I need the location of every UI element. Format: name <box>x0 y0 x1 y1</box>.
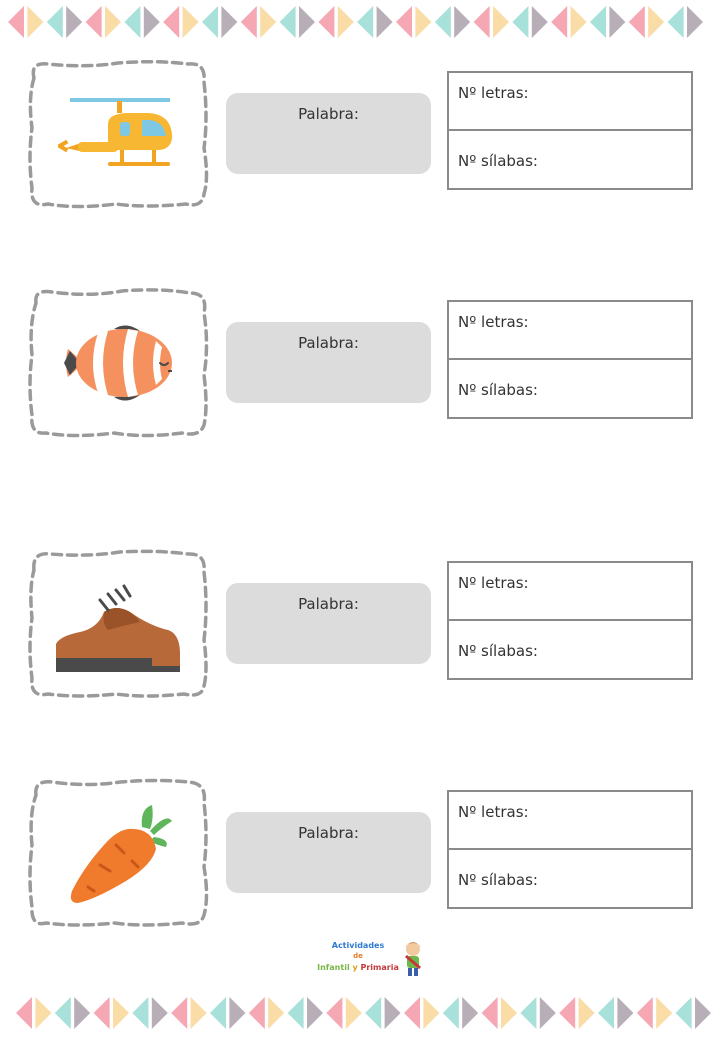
bunting-pennant <box>637 997 653 1029</box>
bunting-pennant <box>105 6 121 38</box>
bunting-pennant <box>559 997 575 1029</box>
bunting-pennant <box>462 997 478 1029</box>
bunting-pennant <box>229 997 245 1029</box>
bunting-pennant <box>629 6 645 38</box>
bunting-pennant <box>695 997 711 1029</box>
syllables-label: Nº sílabas: <box>458 871 538 889</box>
carrot-icon <box>56 803 182 903</box>
exercise-row-3 <box>0 548 720 708</box>
bunting-pennant <box>307 997 323 1029</box>
bunting-pennant <box>676 997 692 1029</box>
exercise-row-2 <box>0 287 720 447</box>
letters-label: Nº letras: <box>458 803 529 821</box>
bunting-pennant <box>35 997 51 1029</box>
exercise-row-1 <box>0 58 720 218</box>
bunting-pennant <box>221 6 237 38</box>
count-table <box>447 300 693 419</box>
bunting-pennant <box>435 6 451 38</box>
fish-icon <box>56 313 182 413</box>
picture-frame <box>26 548 210 700</box>
bunting-pennant <box>648 6 664 38</box>
bunting-pennant <box>55 997 71 1029</box>
word-label: Palabra: <box>298 334 359 352</box>
count-table <box>447 790 693 909</box>
bunting-pennant <box>579 997 595 1029</box>
bunting-pennant <box>346 997 362 1029</box>
bunting-pennant <box>171 997 187 1029</box>
shoe-icon <box>56 574 182 674</box>
bunting-pennant <box>540 997 556 1029</box>
bunting-pennant <box>288 997 304 1029</box>
bunting-pennant <box>280 6 296 38</box>
syllables-count-cell[interactable] <box>449 850 691 907</box>
bunting-pennant <box>598 997 614 1029</box>
bunting-pennant <box>47 6 63 38</box>
bunting-pennant <box>326 997 342 1029</box>
logo-line-1: Actividades <box>331 941 385 950</box>
word-answer-box[interactable] <box>226 583 431 664</box>
bunting-pennant <box>113 997 129 1029</box>
bunting-pennant <box>512 6 528 38</box>
bunting-pennant <box>501 997 517 1029</box>
bunting-pennant <box>454 6 470 38</box>
bunting-pennant <box>183 6 199 38</box>
word-answer-box[interactable] <box>226 812 431 893</box>
picture-frame <box>26 777 210 929</box>
syllables-label: Nº sílabas: <box>458 381 538 399</box>
helicopter-icon <box>56 84 182 184</box>
bunting-pennant <box>404 997 420 1029</box>
letters-label: Nº letras: <box>458 574 529 592</box>
count-table <box>447 561 693 680</box>
syllables-count-cell[interactable] <box>449 360 691 417</box>
bunting-pennant <box>617 997 633 1029</box>
bunting-pennant <box>385 997 401 1029</box>
bunting-pennant <box>443 997 459 1029</box>
logo-word-primaria: Primaria <box>360 963 399 972</box>
bunting-pennant <box>590 6 606 38</box>
logo-line-3 <box>312 962 404 973</box>
bunting-pennant <box>668 6 684 38</box>
bunting-pennant <box>241 6 257 38</box>
logo-line-2: de <box>353 952 363 960</box>
bunting-pennant <box>202 6 218 38</box>
bunting-pennant <box>299 6 315 38</box>
kid-mascot-icon <box>400 940 426 978</box>
word-answer-box[interactable] <box>226 322 431 403</box>
picture-frame <box>26 287 210 439</box>
logo-word-infantil: Infantil <box>317 963 350 972</box>
word-label: Palabra: <box>298 595 359 613</box>
logo-text <box>312 940 404 973</box>
syllables-count-cell[interactable] <box>449 131 691 188</box>
letters-label: Nº letras: <box>458 84 529 102</box>
letters-count-cell[interactable] <box>449 73 691 131</box>
bunting-top <box>0 2 720 42</box>
bunting-pennant <box>571 6 587 38</box>
bunting-pennant <box>16 997 32 1029</box>
bunting-pennant <box>415 6 431 38</box>
bunting-pennant <box>365 997 381 1029</box>
bunting-pennant <box>260 6 276 38</box>
picture-frame <box>26 58 210 210</box>
word-label: Palabra: <box>298 824 359 842</box>
bunting-pennant <box>396 6 412 38</box>
bunting-pennant <box>609 6 625 38</box>
bunting-pennant <box>357 6 373 38</box>
bunting-pennant <box>152 997 168 1029</box>
letters-count-cell[interactable] <box>449 563 691 621</box>
syllables-label: Nº sílabas: <box>458 152 538 170</box>
letters-count-cell[interactable] <box>449 302 691 360</box>
bunting-pennant <box>124 6 140 38</box>
bunting-pennant <box>268 997 284 1029</box>
bunting-pennant <box>474 6 490 38</box>
logo-word-y: y <box>352 963 358 972</box>
bunting-pennant <box>132 997 148 1029</box>
bunting-pennant <box>656 997 672 1029</box>
bunting-pennant <box>249 997 265 1029</box>
bunting-pennant <box>74 997 90 1029</box>
bunting-pennant <box>532 6 548 38</box>
bunting-pennant <box>318 6 334 38</box>
bunting-pennant <box>210 997 226 1029</box>
letters-count-cell[interactable] <box>449 792 691 850</box>
bunting-pennant <box>8 6 24 38</box>
bunting-pennant <box>86 6 102 38</box>
exercise-row-4 <box>0 777 720 937</box>
site-logo[interactable] <box>312 940 428 980</box>
count-table <box>447 71 693 190</box>
bunting-pennant <box>191 997 207 1029</box>
bunting-pennant <box>423 997 439 1029</box>
bunting-pennant <box>163 6 179 38</box>
bunting-pennant <box>551 6 567 38</box>
syllables-label: Nº sílabas: <box>458 642 538 660</box>
syllables-count-cell[interactable] <box>449 621 691 678</box>
letters-label: Nº letras: <box>458 313 529 331</box>
bunting-pennant <box>66 6 82 38</box>
word-answer-box[interactable] <box>226 93 431 174</box>
bunting-bottom <box>0 993 720 1033</box>
bunting-pennant <box>27 6 43 38</box>
bunting-pennant <box>493 6 509 38</box>
bunting-pennant <box>482 997 498 1029</box>
word-label: Palabra: <box>298 105 359 123</box>
bunting-pennant <box>94 997 110 1029</box>
bunting-pennant <box>520 997 536 1029</box>
bunting-pennant <box>377 6 393 38</box>
bunting-pennant <box>144 6 160 38</box>
bunting-pennant <box>338 6 354 38</box>
bunting-pennant <box>687 6 703 38</box>
